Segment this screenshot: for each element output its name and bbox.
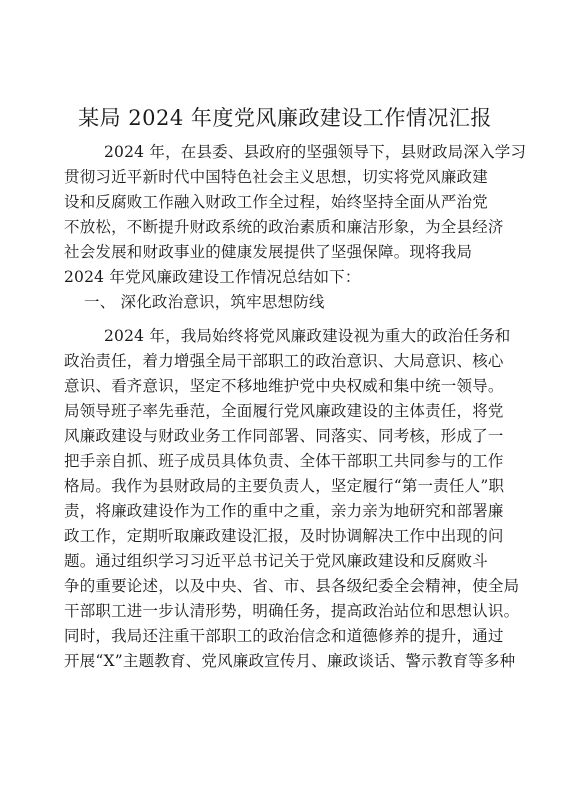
paragraph-line: 2024 年党风廉政建设工作情况总结如下： [64, 268, 361, 286]
paragraph-line: 意识、看齐意识，坚定不移地维护党中央权威和集中统一领导。 [64, 377, 504, 395]
paragraph-line: 干部职工进一步认清形势，明确任务，提高政治站位和思想认识。 [64, 602, 520, 620]
paragraph-line: 开展“X”主题教育、党风廉政宣传月、廉政谈话、警示教育等多种 [64, 652, 516, 670]
paragraph-line: 争的重要论述，以及中央、省、市、县各级纪委全会精神，使全局 [64, 577, 520, 595]
section-heading: 一、 深化政治意识，筑牢思想防线 [84, 293, 325, 311]
paragraph-line: 政工作，定期听取廉政建设汇报，及时协调解决工作中出现的问 [64, 527, 504, 545]
paragraph-line: 把手亲自抓、班子成员具体负责、全体干部职工共同参与的工作 [64, 452, 504, 470]
paragraph-line: 2024 年，在县委、县政府的坚强领导下，县财政局深入学习 [104, 143, 527, 161]
paragraph-line: 政治责任，着力增强全局干部职工的政治意识、大局意识、核心 [64, 352, 504, 370]
document-title: 某局 2024 年度党风廉政建设工作情况汇报 [78, 106, 492, 130]
paragraph-line: 贯彻习近平新时代中国特色社会主义思想，切实将党风廉政建 [64, 168, 488, 186]
paragraph-line: 题。通过组织学习习近平总书记关于党风廉政建设和反腐败斗 [64, 552, 488, 570]
paragraph-line: 风廉政建设与财政业务工作同部署、同落实、同考核，形成了一 [64, 427, 504, 445]
paragraph-line: 社会发展和财政事业的健康发展提供了坚强保障。现将我局 [64, 243, 473, 261]
paragraph-line: 2024 年，我局始终将党风廉政建设视为重大的政治任务和 [104, 327, 511, 345]
paragraph-line: 责，将廉政建设作为工作的重中之重，亲力亲为地研究和部署廉 [64, 502, 504, 520]
paragraph-line: 局领导班子率先垂范，全面履行党风廉政建设的主体责任，将党 [64, 402, 504, 420]
paragraph-line: 格局。我作为县财政局的主要负责人，坚定履行“第一责任人”职 [64, 477, 505, 495]
paragraph-line: 同时，我局还注重干部职工的政治信念和道德修养的提升，通过 [64, 627, 504, 645]
paragraph-line: 设和反腐败工作融入财政工作全过程，始终坚持全面从严治党 [64, 193, 488, 211]
paragraph-line: 不放松，不断提升财政系统的政治素质和廉洁形象，为全县经济 [64, 218, 504, 236]
